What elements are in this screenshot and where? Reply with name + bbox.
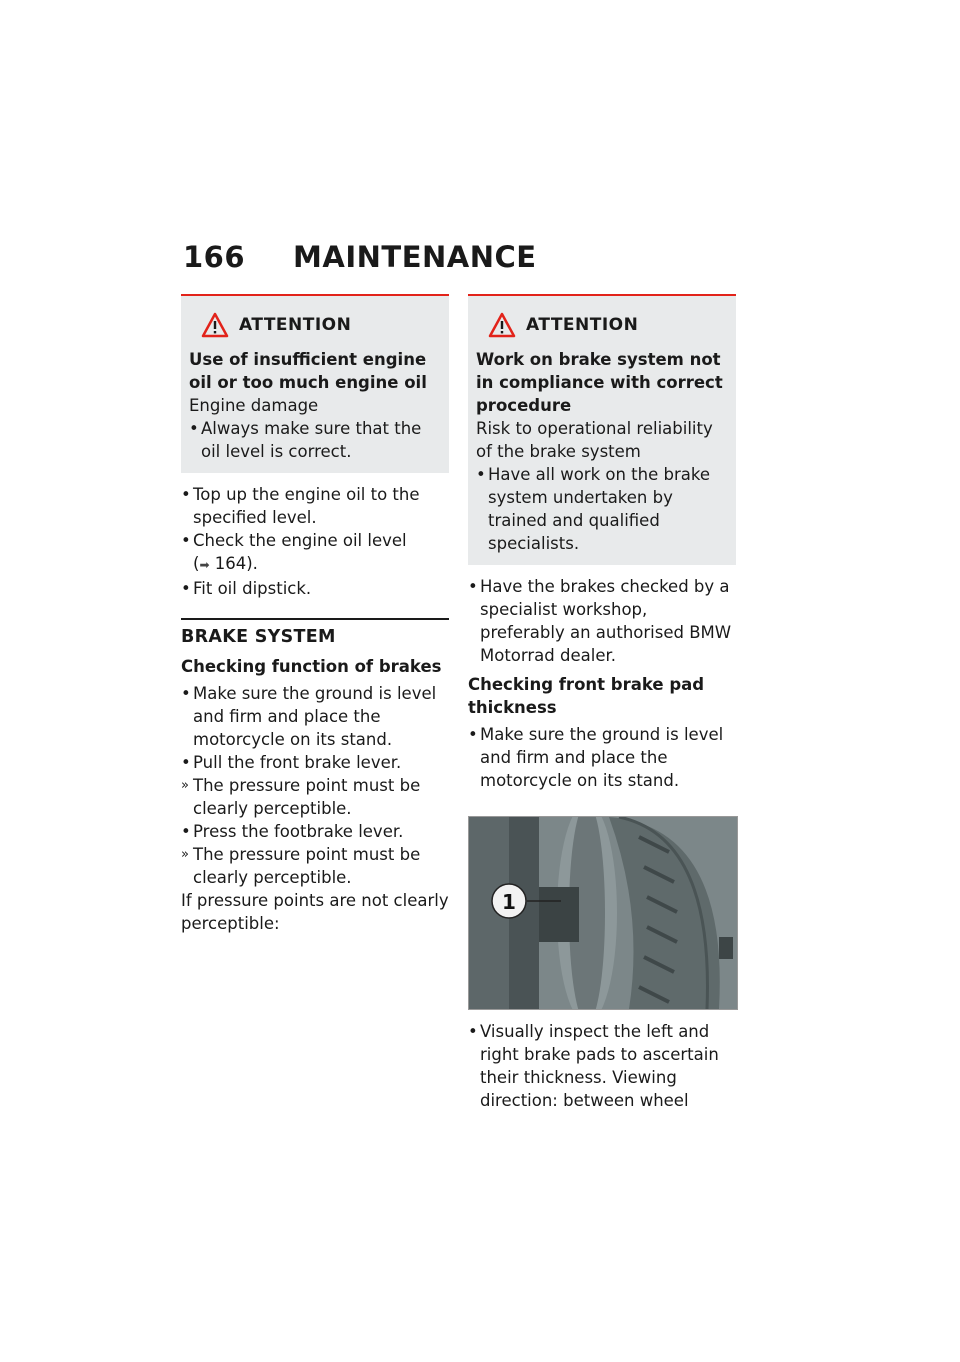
- warning-label: ATTENTION: [239, 314, 352, 335]
- result-item: » The pressure point must be clearly perceptible.: [181, 843, 449, 889]
- step-text: Check the engine oil level: [193, 531, 407, 550]
- section-brake-system: [181, 618, 449, 935]
- warning-actions: [476, 463, 728, 555]
- list-item: • Always make sure that the oil level is correct.: [189, 417, 441, 463]
- subsection-title: Checking front brake pad thickness: [468, 675, 705, 717]
- warning-cause: Work on brake system not in compliance with correct procedure: [476, 350, 723, 415]
- arrow-right-icon: ➡: [199, 558, 210, 572]
- oil-steps: [181, 483, 449, 600]
- page-reference[interactable]: 164).: [209, 554, 258, 573]
- brake-steps: [181, 682, 449, 889]
- warning-cause: Use of insufficient engine oil or too much engine oil: [189, 350, 427, 392]
- brake-pad-figure: [468, 816, 738, 1010]
- closing-text: If pressure points are not clearly perceptible:: [181, 891, 449, 933]
- figure-callout-1: 1: [502, 890, 516, 914]
- left-column: [181, 294, 449, 935]
- list-item: • Fit oil dipstick.: [181, 577, 449, 600]
- result-item: » The pressure point must be clearly perceptible.: [181, 774, 449, 820]
- list-item: • Have all work on the brake system undertaken by trained and qualified specialists.: [476, 463, 728, 555]
- section-title: BRAKE SYSTEM: [181, 627, 336, 647]
- list-item: • Make sure the ground is level and firm and place the motorcycle on its stand.: [468, 723, 736, 792]
- list-item: [181, 529, 449, 577]
- pad-steps: [468, 723, 736, 792]
- warning-header: [476, 312, 728, 338]
- warning-label: ATTENTION: [526, 314, 639, 335]
- list-item: • Have the brakes checked by a specialist workshop, preferably an authorised BMW Motorrad dealer.: [468, 575, 736, 667]
- list-item: • Visually inspect the left and right brake pads to ascertain their thickness. Viewing direction: between wheel: [468, 1020, 736, 1112]
- ref-prefix: (: [193, 554, 200, 573]
- subsection-title: Checking function of brakes: [181, 657, 442, 676]
- warning-box-brakes: [468, 294, 736, 565]
- warning-consequence: Engine damage: [189, 396, 319, 415]
- warning-triangle-icon: [488, 312, 516, 338]
- list-item: • Top up the engine oil to the specified level.: [181, 483, 449, 529]
- right-column: [468, 294, 736, 1112]
- inspect-steps: [468, 1020, 736, 1112]
- brake-check-steps: [468, 575, 736, 667]
- warning-triangle-icon: [201, 312, 229, 338]
- warning-consequence: Risk to operational reliability of the brake system: [476, 419, 713, 461]
- warning-actions: [189, 417, 441, 463]
- list-item: • Press the footbrake lever.: [181, 820, 449, 843]
- list-item: • Make sure the ground is level and firm and place the motorcycle on its stand.: [181, 682, 449, 751]
- warning-header: [189, 312, 441, 338]
- warning-box-oil: [181, 294, 449, 473]
- page-title: MAINTENANCE: [293, 240, 537, 274]
- page-header: [183, 240, 537, 274]
- brake-pad-illustration: [469, 817, 737, 1009]
- list-item: • Pull the front brake lever.: [181, 751, 449, 774]
- page-number: 166: [183, 240, 246, 274]
